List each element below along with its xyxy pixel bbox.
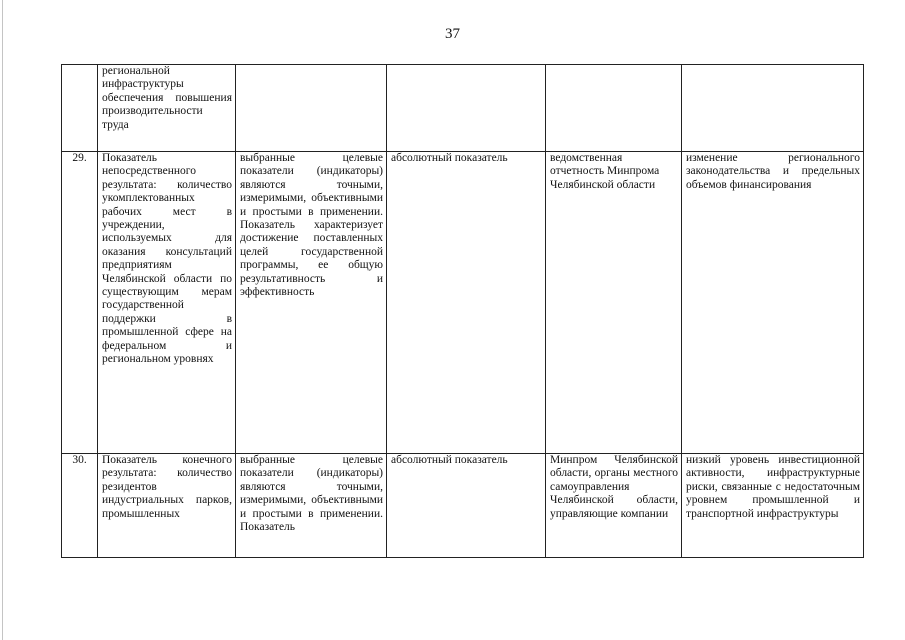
criteria-cell: выбранные целевые показатели (индикаторы) являются точными, измеримыми, объективными и простыми в применении. Показатель характеризует достижение поставленных целей государственной программы, ее общую результативность и эффективность	[236, 152, 387, 454]
data-source-cell: Минпром Челябинской области, органы местного самоуправления Челябинской области, управляющие компании	[546, 454, 682, 558]
table-row	[62, 152, 864, 454]
indicators-table	[61, 64, 864, 558]
indicator-cell: региональной инфраструктуры обеспечения повышения производительности труда	[98, 65, 236, 152]
row-number-cell: 29.	[62, 152, 98, 454]
indicator-type-cell	[387, 65, 546, 152]
data-source-cell: ведомственная отчетность Минпрома Челябинской области	[546, 152, 682, 454]
risk-factors-cell: изменение регионального законодательства и предельных объемов финансирования	[682, 152, 864, 454]
risk-factors-cell	[682, 65, 864, 152]
table-row	[62, 454, 864, 558]
risk-factors-cell: низкий уровень инвестиционной активности, инфраструктурные риски, связанные с недостаточным уровнем промышленной и транспортной инфраструктуры	[682, 454, 864, 558]
indicator-cell: Показатель конечного результата: количество резидентов индустриальных парков, промышленных	[98, 454, 236, 558]
page-number: 37	[445, 26, 460, 42]
table-row	[62, 65, 864, 152]
indicator-type-cell: абсолютный показатель	[387, 454, 546, 558]
criteria-cell	[236, 65, 387, 152]
data-source-cell	[546, 65, 682, 152]
row-number-cell	[62, 65, 98, 152]
criteria-cell: выбранные целевые показатели (индикаторы) являются точными, измеримыми, объективными и простыми в применении. Показатель	[236, 454, 387, 558]
page-edge-line	[2, 0, 3, 640]
indicator-type-cell: абсолютный показатель	[387, 152, 546, 454]
indicator-cell: Показатель непосредственного результата: количество укомплектованных рабочих мест в учреждении, используемых для оказания консультаций предприятиям Челябинской области по существующим мерам государственной поддержки в промышленной сфере на федеральном и региональном уровнях	[98, 152, 236, 454]
row-number-cell: 30.	[62, 454, 98, 558]
